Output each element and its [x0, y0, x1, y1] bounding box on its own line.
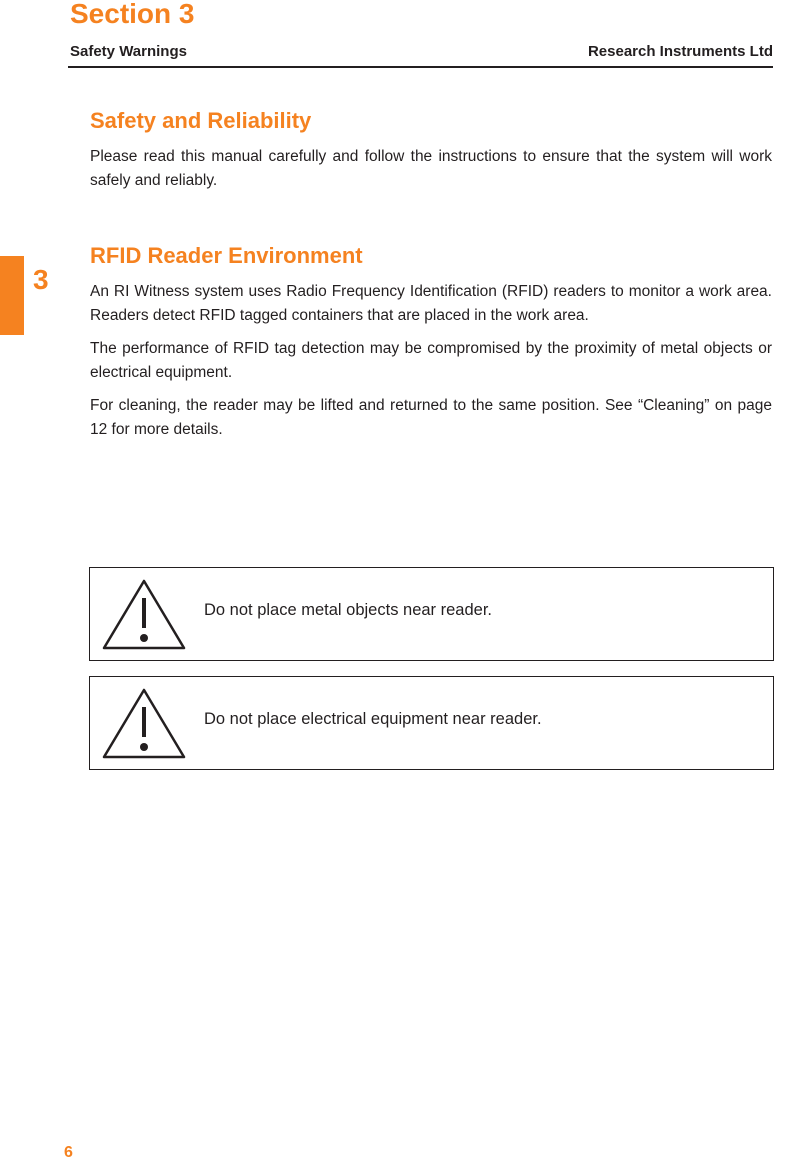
warning-triangle-icon [102, 578, 186, 650]
warning-text: Do not place metal objects near reader. [204, 601, 493, 619]
section-rfid-environment [90, 241, 772, 442]
warnings-list [89, 567, 774, 785]
warning-text: Do not place electrical equipment near reader. [204, 710, 542, 728]
warning-box [89, 567, 774, 661]
body-paragraph: The performance of RFID tag detection may be compromised by the proximity of metal objects or electrical equipment. [90, 340, 772, 381]
body-paragraph: Please read this manual carefully and follow the instructions to ensure that the system will work safely and reliably. [90, 148, 772, 189]
header-rule [68, 66, 773, 68]
header-right-company: Research Instruments Ltd [587, 43, 773, 60]
chapter-number: 3 [33, 264, 49, 295]
main-content [90, 106, 772, 442]
section-heading: RFID Reader Environment [90, 243, 363, 268]
page-number: 6 [64, 1144, 73, 1161]
body-paragraph: An RI Witness system uses Radio Frequency Identification (RFID) readers to monitor a work area. Readers detect RFID tagged containers that are placed in the work area. [90, 283, 772, 324]
section-heading: Safety and Reliability [90, 108, 312, 133]
body-paragraph: For cleaning, the reader may be lifted and returned to the same position. See “Cleaning” on page 12 for more details. [90, 397, 772, 438]
header-left-title: Safety Warnings [70, 43, 187, 60]
chapter-tab [0, 256, 24, 335]
section-safety-reliability [90, 106, 772, 193]
section-title: Section 3 [70, 0, 195, 29]
warning-box [89, 676, 774, 770]
warning-triangle-icon [102, 687, 186, 759]
